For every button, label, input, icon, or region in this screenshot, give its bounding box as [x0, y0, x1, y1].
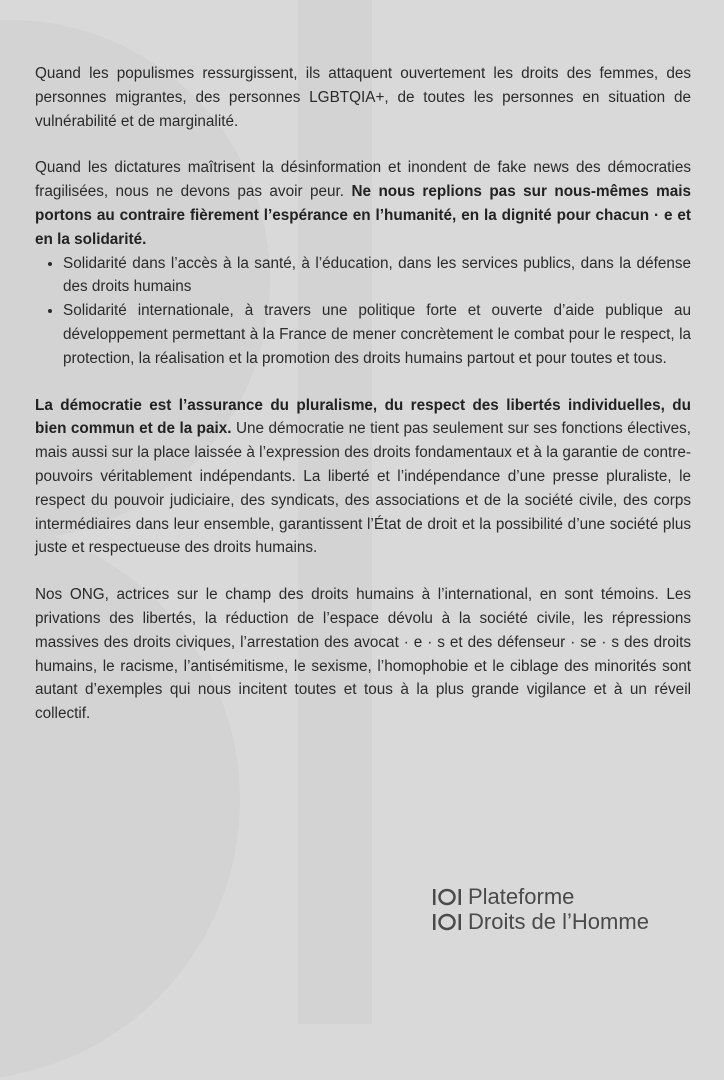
paragraph-dictatures [35, 156, 691, 251]
list-item: • Solidarité dans l’accès à la santé, à l’éducation, dans les services publics, dans la défense des droits humains [63, 252, 691, 300]
ioi-logo-icon [432, 888, 462, 906]
logo-text-droits: Droits de l’Homme [468, 909, 649, 934]
solidarity-list [35, 252, 691, 371]
ioi-logo-icon [432, 913, 462, 931]
paragraph-ong: Nos ONG, actrices sur le champ des droits humains à l’international, en sont témoins. Les privations des libertés, la réduction de l’espace dévolu à la société civile, les répressions massives des droits civiques, l’arrestation des avocat · e · s et des défenseur · se · s des droits humains, le racisme, l’antisémitisme, le sexisme, l’homophobie et le ciblage des minorités sont autant d’exemples qui nous incitent toutes et tous à la plus grande vigilance et à un réveil collectif. [35, 586, 691, 723]
paragraph-populismes: Quand les populismes ressurgissent, ils attaquent ouvertement les droits des femmes, des personnes migrantes, des personnes LGBTQIA+, de toutes les personnes en situation de vulnérabilité et de marginalité. [35, 65, 691, 130]
paragraph-dictatures-emphasis: Ne nous replions pas sur nous-mêmes mais portons au contraire fièrement l’espérance en l’humanité, en la dignité pour chacun · e et en la solidarité. [35, 183, 692, 248]
logo-line-1 [432, 884, 649, 909]
list-item: • Solidarité internationale, à travers une politique forte et ouverte d’aide publique au développement permettant à la France de mener concrètement le combat pour le respect, la protection, la réalisation et la promotion des droits humains partout et pour toutes et tous. [63, 299, 691, 370]
paragraph-dictatures-text: Quand les dictatures maîtrisent la désinformation et inondent de fake news des démocraties fragilisées, nous ne devons pas avoir peur. [35, 159, 691, 201]
plateforme-logo [432, 884, 649, 934]
paragraph-democratie [35, 394, 691, 561]
paragraph-democratie-emphasis: La démocratie est l’assurance du pluralisme, du respect des libertés individuelles, du bien commun et de la paix. [35, 396, 691, 438]
logo-text-plateforme: Plateforme [468, 884, 575, 909]
document-body [35, 62, 691, 749]
logo-line-2 [432, 909, 649, 934]
paragraph-democratie-text: Une démocratie ne tient pas seulement sur ses fonctions électives, mais aussi sur la place laissée à l’expression des droits fondamentaux et à la garantie de contre-pouvoirs véritablement indépendants. La liberté et l’indépendance d’une presse pluraliste, le respect du pouvoir judiciaire, des syndicats, des associations et de la société civile, des corps intermédiaires dans leur ensemble, garantissent l’État de droit et la possibilité d’une société plus juste et respectueuse des droits humains. [35, 420, 691, 557]
